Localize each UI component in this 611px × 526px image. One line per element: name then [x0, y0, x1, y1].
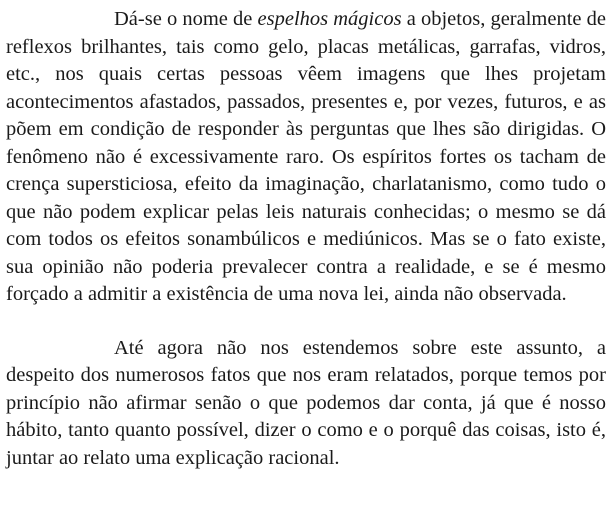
- document-page: [6, 6, 606, 472]
- paragraph-2: Até agora não nos estendemos sobre este assunto, a despeito dos numerosos fatos que nos eram relatados, porque temos por princípio não afirmar senão o que podemos dar conta, já que é nosso hábito, tanto quanto possível, dizer o como e o porquê das coisas, isto é, juntar ao relato uma explicação racional.: [6, 336, 606, 469]
- paragraph-1-text-end: a objetos, geralmente de reflexos brilhantes, tais como gelo, placas metálicas, garrafas, vidros, etc., nos quais certas pessoas vêem imagens que lhes projetam acontecimentos afastados, passados, presentes e, por vezes, futuros, e as põem em condição de responder às perguntas que lhes são dirigidas. O fenômeno não é excessivamente raro. Os espíritos fortes os tacham de crença supersticiosa, efeito da imaginação, charlatanismo, como tudo o que não podem explicar pelas leis naturais conhecidas; o mesmo se dá com todos os efeitos sonambúlicos e mediúnicos. Mas se o fato existe, sua opinião não poderia prevalecer contra a realidade, e se é mesmo forçado a admitir a existência de uma nova lei, ainda não observada.: [6, 8, 606, 305]
- paragraph-1-text-start: Dá-se o nome de: [114, 8, 258, 30]
- paragraph-1-emphasis: espelhos mágicos: [257, 8, 402, 30]
- paragraph-1: [6, 6, 606, 309]
